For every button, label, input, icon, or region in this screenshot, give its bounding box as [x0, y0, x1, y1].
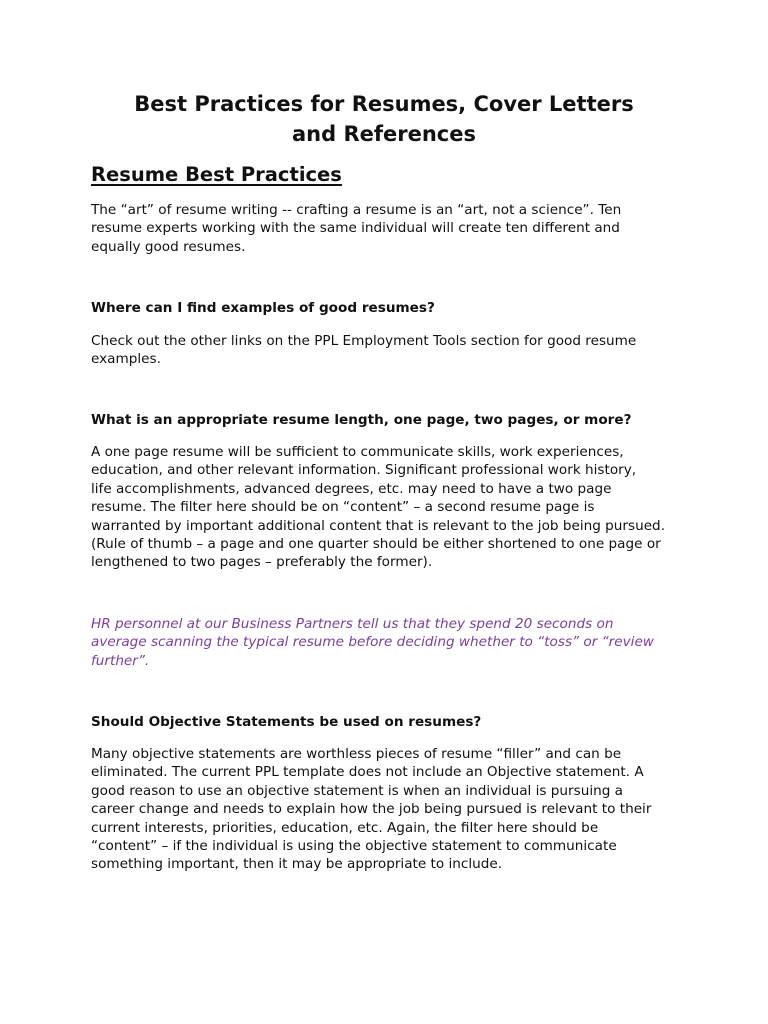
question-objective-statements: Should Objective Statements be used on resumes? — [91, 714, 482, 730]
intro-paragraph: The “art” of resume writing -- crafting a resume is an “art, not a science”. Ten resume experts working with the same individual will create ten different and equally good resumes. — [91, 202, 622, 255]
answer-resume-length: A one page resume will be sufficient to communicate skills, work experiences, education, and other relevant information. Significant professional work history, life accomplishments, advanced degrees, etc. may need to have a two page resume. The filter here should be on “content” – a second resume page is warranted by important additional content that is relevant to the job being pursued. (Rule of thumb – a page and one quarter should be either shortened to one page or lengthened to two pages – preferably the former). — [91, 444, 666, 571]
section-heading-resume-best-practices: Resume Best Practices — [91, 163, 342, 186]
answer-objective-statements: Many objective statements are worthless pieces of resume “filler” and can be eliminated. The current PPL template does not include an Objective statement. A good reason to use an objective statement is when an individual is pursuing a career change and needs to explain how the job being pursued is relevant to their current interests, priorities, education, etc. Again, the filter here should be “content” – if the individual is using the objective statement to communicate something important, then it may be appropriate to include. — [91, 746, 652, 873]
answer-examples: Check out the other links on the PPL Employment Tools section for good resume examples. — [91, 333, 637, 368]
question-examples: Where can I find examples of good resumes? — [91, 300, 435, 316]
hr-note: HR personnel at our Business Partners tell us that they spend 20 seconds on average scanning the typical resume before deciding whether to “toss” or “review further”. — [91, 616, 654, 669]
document-title: Best Practices for Resumes, Cover Letters and References — [134, 92, 634, 146]
question-resume-length: What is an appropriate resume length, one page, two pages, or more? — [91, 412, 632, 428]
